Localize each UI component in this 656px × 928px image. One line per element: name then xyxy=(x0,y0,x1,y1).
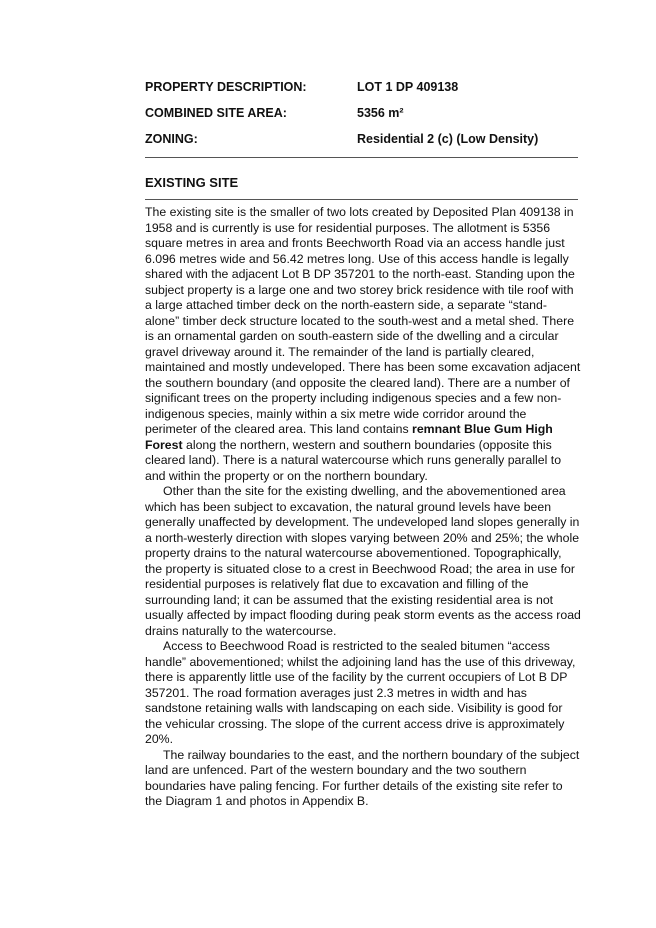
paragraph-1-text: The existing site is the smaller of two lots created by Deposited Plan 409138 in 1958 and is currently is use for residential purposes. The allotment is 5356 square metres in area and fronts Beechworth Road via an access handle just 6.096 metres wide and 56.42 metres long. Use of this access handle is legally shared with the adjacent Lot B DP 357201 to the north-east. Standing upon the subject property is a large one and two storey brick residence with tile roof with a large attached timber deck on the north-eastern side, a separate “stand-alone” timber deck structure located to the south-west and a metal shed. There is an ornamental garden on south-eastern side of the dwelling and a circular gravel driveway around it. The remainder of the land is partially cleared, maintained and mostly undeveloped. There has been some excavation adjacent the southern boundary (and opposite the cleared land). There are a number of significant trees on the property including indigenous species and a few non-indigenous species, mainly within a six metre wide corridor around the perimeter of the cleared area. This land contains xyxy=(145,205,581,436)
zoning-value: Residential 2 (c) (Low Density) xyxy=(357,132,539,146)
divider-top xyxy=(145,157,578,158)
emphasis-forest: remnant Blue Gum High Forest xyxy=(145,422,553,452)
divider-heading xyxy=(145,199,578,200)
property-description-label: PROPERTY DESCRIPTION: xyxy=(145,80,307,94)
zoning-label: ZONING: xyxy=(145,132,198,146)
paragraph-2: Other than the site for the existing dwelling, and the abovementioned area which has been subject to excavation, the natural ground levels have been generally unaffected by development. The undeveloped land slopes generally in a north-westerly direction with slopes varying between 20% and 25%; the whole property drains to the natural watercourse abovementioned. Topographically, the property is situated close to a crest in Beechwood Road; the area in use for residential purposes is relatively flat due to excavation and filling of the surrounding land; it can be assumed that the existing residential area is not usually affected by impact flooding during peak storm events as the access road drains naturally to the watercourse. xyxy=(145,484,581,638)
site-area-value: 5356 m² xyxy=(357,106,404,120)
paragraph-1 xyxy=(145,205,581,484)
section-heading: EXISTING SITE xyxy=(145,175,239,190)
paragraph-3: Access to Beechwood Road is restricted to the sealed bitumen “access handle” abovementioned; whilst the adjoining land has the use of this driveway, there is apparently little use of the facility by the current occupiers of Lot B DP 357201. The road formation averages just 2.3 metres in width and has sandstone retaining walls with landscaping on each side. Visibility is good for the vehicular crossing. The slope of the current access drive is approximately 20%. xyxy=(145,639,576,746)
body-text xyxy=(145,205,581,810)
paragraph-4: The railway boundaries to the east, and the northern boundary of the subject land are unfenced. Part of the western boundary and the two southern boundaries have paling fencing. For further details of the existing site refer to the Diagram 1 and photos in Appendix B. xyxy=(145,747,580,808)
property-description-value: LOT 1 DP 409138 xyxy=(357,80,459,94)
paragraph-1-text-end: along the northern, western and southern boundaries (opposite this cleared land). There is a natural watercourse which runs generally parallel to and within the property or on the northern boundary. xyxy=(145,437,562,483)
site-area-label: COMBINED SITE AREA: xyxy=(145,106,287,120)
